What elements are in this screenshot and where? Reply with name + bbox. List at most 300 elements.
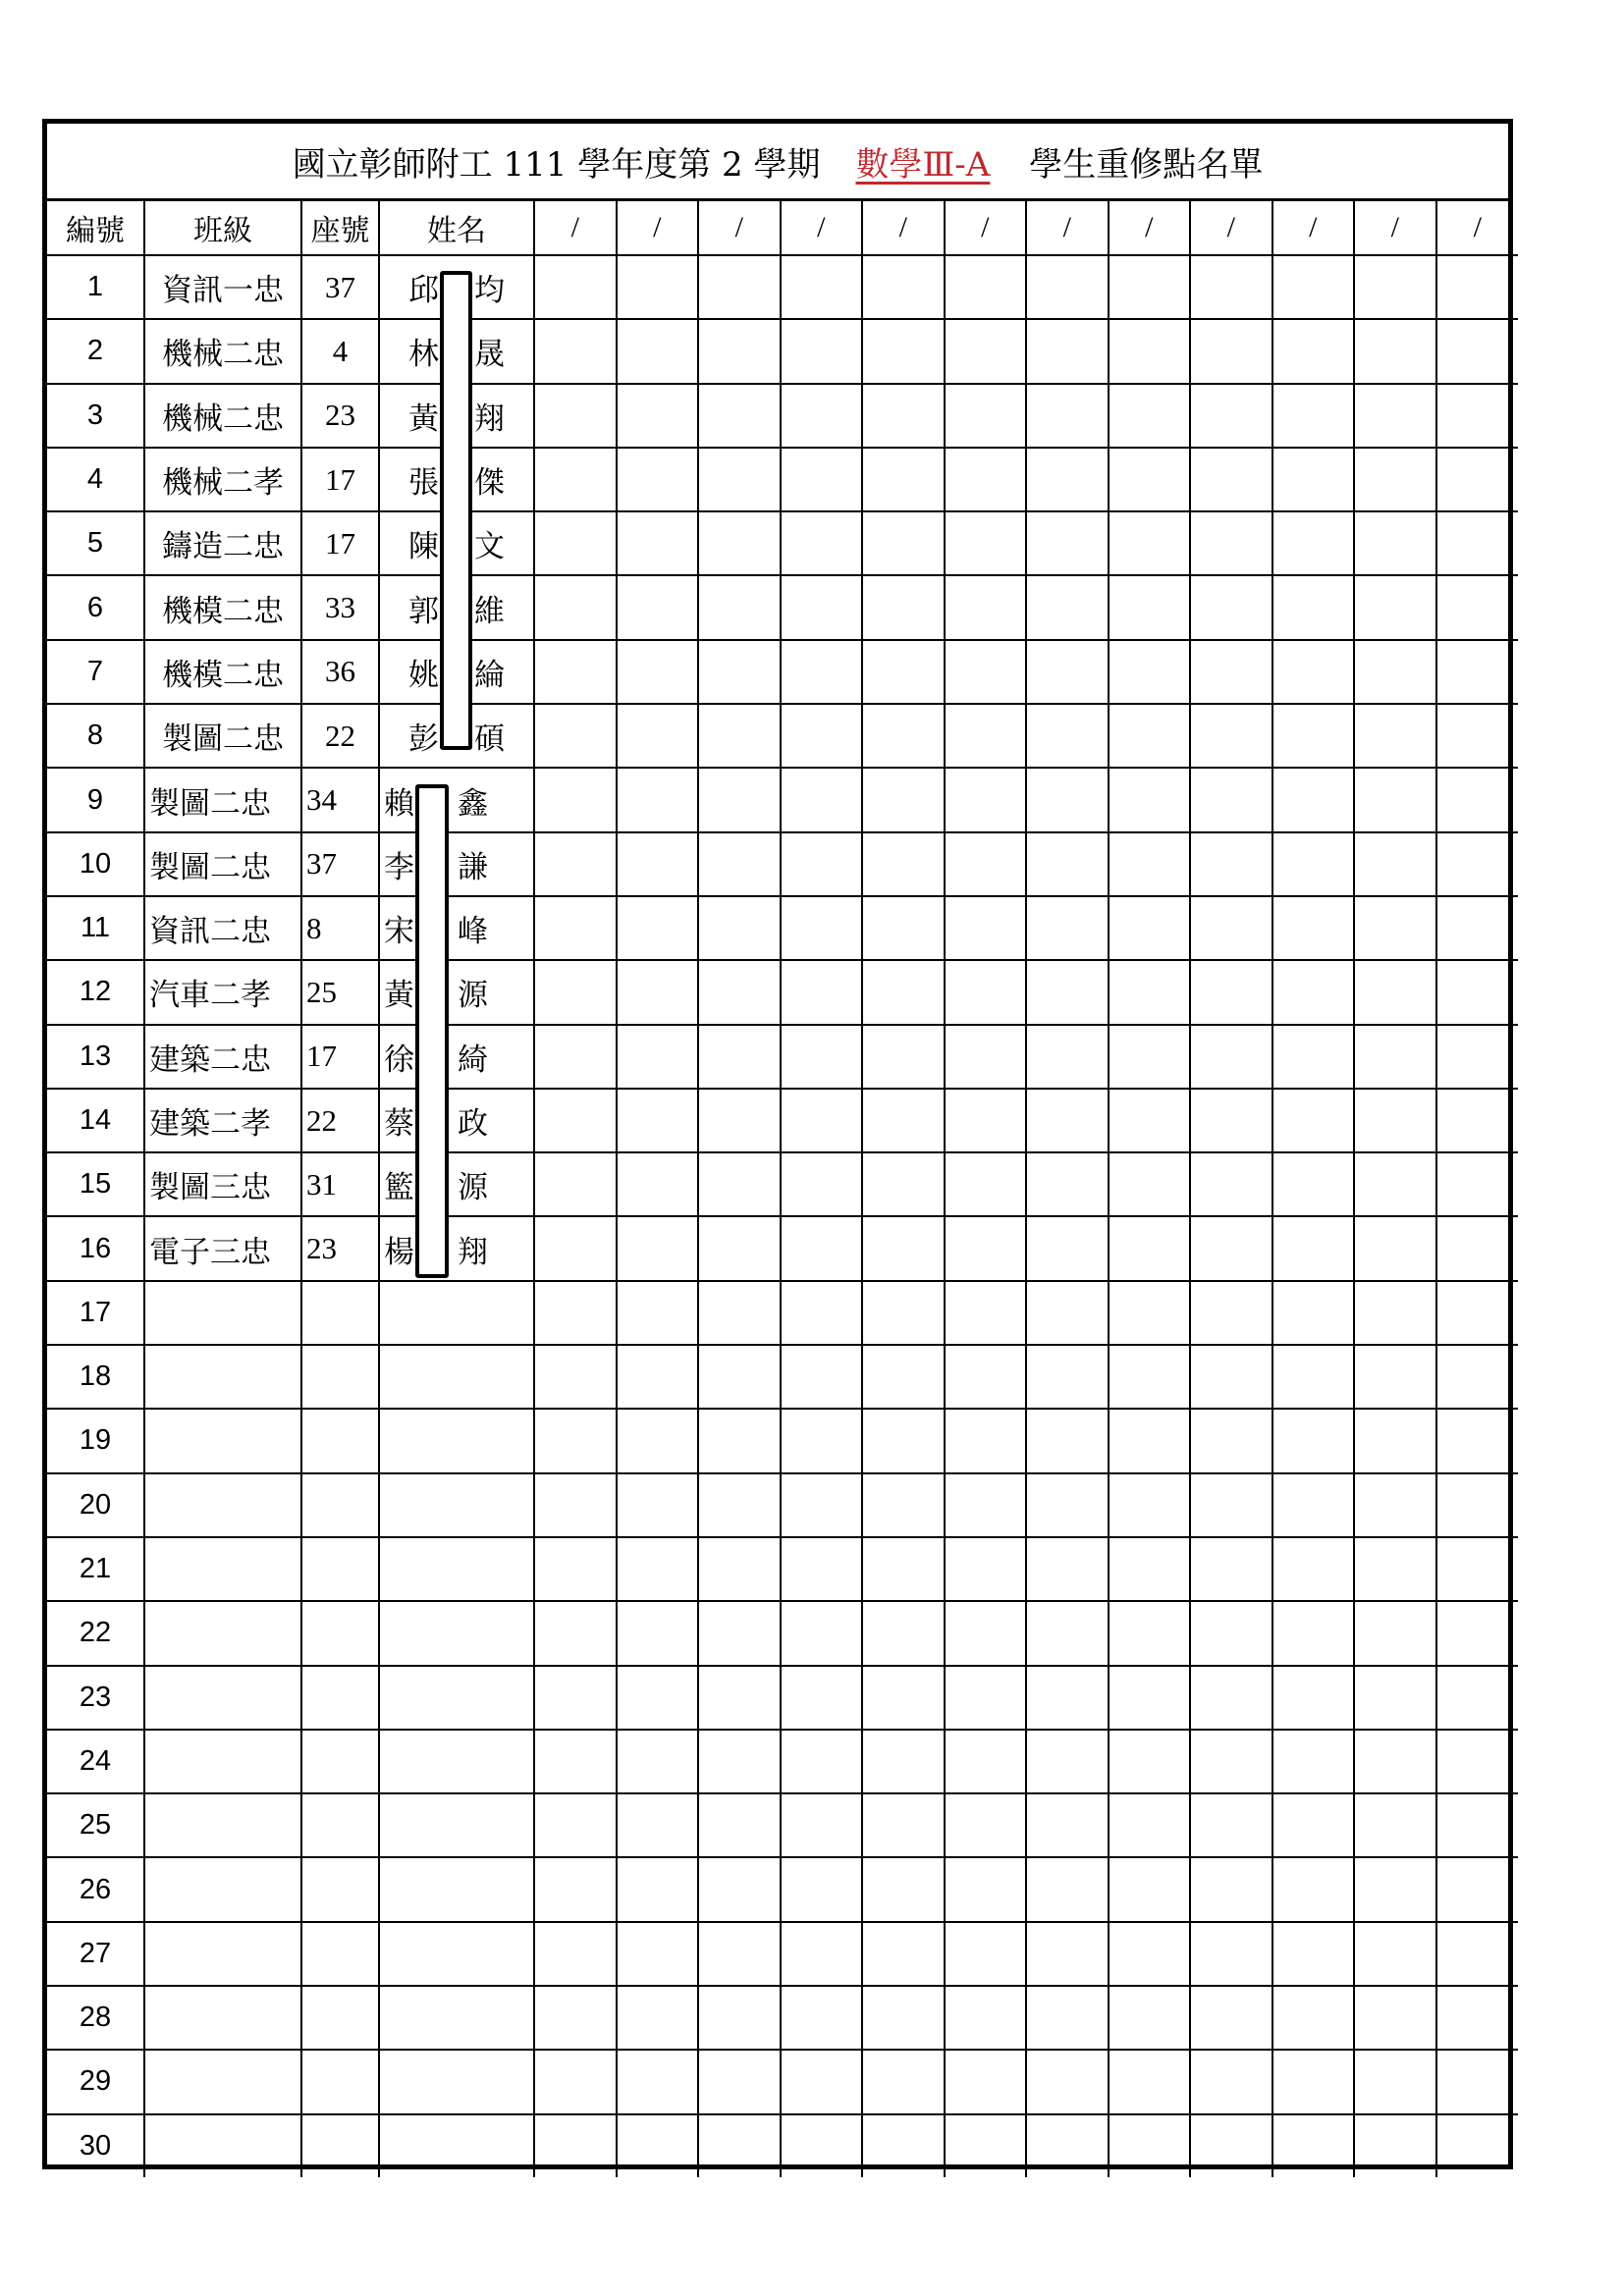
row-name — [379, 1730, 534, 1793]
attendance-cell — [698, 768, 781, 831]
attendance-cell — [1436, 1216, 1519, 1280]
row-seat: 4 — [301, 319, 379, 383]
attendance-cell — [617, 1152, 699, 1216]
attendance-cell — [1272, 1793, 1355, 1857]
header-date-slot: / — [1026, 201, 1109, 255]
attendance-cell — [1190, 1601, 1272, 1665]
attendance-cell — [1026, 448, 1109, 511]
attendance-cell — [1109, 384, 1191, 448]
row-seat: 23 — [301, 384, 379, 448]
attendance-cell — [1190, 768, 1272, 831]
row-number: 22 — [47, 1601, 144, 1665]
attendance-cell — [1436, 448, 1519, 511]
attendance-cell — [1109, 1409, 1191, 1472]
table-body — [47, 255, 1518, 2177]
attendance-cell — [1272, 1345, 1355, 1409]
table-row — [47, 1601, 1518, 1665]
attendance-cell — [617, 832, 699, 896]
attendance-cell — [1272, 384, 1355, 448]
attendance-cell — [1436, 1537, 1519, 1601]
attendance-cell — [862, 1025, 945, 1089]
attendance-cell — [1354, 1666, 1436, 1730]
row-number: 24 — [47, 1730, 144, 1793]
attendance-cell — [617, 2114, 699, 2177]
name-surname: 彭 — [408, 721, 439, 757]
attendance-cell — [1272, 704, 1355, 768]
attendance-cell — [617, 1281, 699, 1345]
attendance-cell — [945, 704, 1027, 768]
row-seat — [301, 1537, 379, 1601]
attendance-cell — [1354, 1152, 1436, 1216]
attendance-cell — [1272, 511, 1355, 575]
attendance-cell — [1026, 1473, 1109, 1537]
attendance-cell — [781, 1666, 863, 1730]
attendance-cell — [781, 1025, 863, 1089]
table-row — [47, 255, 1518, 319]
row-seat: 17 — [301, 1025, 379, 1089]
row-class — [144, 2050, 301, 2113]
row-class — [144, 1409, 301, 1472]
row-name — [379, 1793, 534, 1857]
attendance-cell — [1109, 1025, 1191, 1089]
row-seat — [301, 1857, 379, 1921]
attendance-cell — [945, 511, 1027, 575]
attendance-cell — [1272, 1281, 1355, 1345]
attendance-cell — [945, 1922, 1027, 1986]
attendance-cell — [534, 1986, 617, 2050]
attendance-cell — [1272, 896, 1355, 960]
row-number: 10 — [47, 832, 144, 896]
row-number: 4 — [47, 448, 144, 511]
attendance-cell — [945, 448, 1027, 511]
attendance-cell — [1436, 1986, 1519, 2050]
attendance-cell — [617, 1409, 699, 1472]
attendance-cell — [534, 1537, 617, 1601]
row-class: 機模二忠 — [144, 640, 301, 704]
attendance-cell — [945, 2050, 1027, 2113]
name-surname: 楊 — [384, 1234, 414, 1269]
attendance-cell — [1272, 1409, 1355, 1472]
attendance-cell — [1026, 896, 1109, 960]
table-row — [47, 319, 1518, 383]
row-class: 製圖三忠 — [144, 1152, 301, 1216]
attendance-cell — [1436, 960, 1519, 1024]
row-name — [379, 1857, 534, 1921]
attendance-cell — [1272, 1922, 1355, 1986]
attendance-cell — [534, 1793, 617, 1857]
row-seat — [301, 2050, 379, 2113]
attendance-cell — [617, 1537, 699, 1601]
attendance-cell — [1190, 511, 1272, 575]
row-seat: 17 — [301, 448, 379, 511]
attendance-cell — [1109, 1473, 1191, 1537]
attendance-cell — [945, 640, 1027, 704]
attendance-cell — [862, 1537, 945, 1601]
attendance-cell — [1354, 1089, 1436, 1152]
attendance-cell — [862, 704, 945, 768]
row-name — [379, 1922, 534, 1986]
attendance-cell — [1354, 575, 1436, 639]
attendance-cell — [781, 960, 863, 1024]
attendance-cell — [698, 1986, 781, 2050]
name-surname: 姚 — [408, 657, 439, 692]
attendance-cell — [1436, 1152, 1519, 1216]
attendance-cell — [862, 1793, 945, 1857]
row-class: 資訊一忠 — [144, 255, 301, 319]
header-date-slot: / — [534, 201, 617, 255]
attendance-cell — [617, 768, 699, 831]
attendance-cell — [1354, 1793, 1436, 1857]
row-number: 5 — [47, 511, 144, 575]
row-class: 機械二孝 — [144, 448, 301, 511]
row-class — [144, 2114, 301, 2177]
attendance-cell — [1190, 448, 1272, 511]
attendance-cell — [1436, 1793, 1519, 1857]
table-row — [47, 1025, 1518, 1089]
row-name — [379, 2050, 534, 2113]
attendance-cell — [1026, 2050, 1109, 2113]
attendance-cell — [1436, 511, 1519, 575]
attendance-cell — [945, 960, 1027, 1024]
table-row — [47, 704, 1518, 768]
attendance-cell — [945, 1025, 1027, 1089]
table-row — [47, 1666, 1518, 1730]
attendance-cell — [534, 960, 617, 1024]
attendance-cell — [862, 1857, 945, 1921]
table-row — [47, 1473, 1518, 1537]
row-seat: 37 — [301, 832, 379, 896]
attendance-cell — [862, 768, 945, 831]
attendance-cell — [534, 1601, 617, 1665]
name-given: 綸 — [474, 657, 505, 692]
attendance-cell — [1272, 255, 1355, 319]
attendance-cell — [781, 640, 863, 704]
attendance-cell — [1272, 1216, 1355, 1280]
attendance-cell — [1190, 704, 1272, 768]
name-surname: 黃 — [408, 400, 439, 436]
attendance-cell — [617, 255, 699, 319]
attendance-cell — [1026, 640, 1109, 704]
attendance-cell — [781, 1216, 863, 1280]
attendance-cell — [1436, 896, 1519, 960]
row-seat — [301, 1473, 379, 1537]
name-given: 鑫 — [458, 785, 488, 821]
attendance-cell — [1354, 1345, 1436, 1409]
attendance-cell — [781, 575, 863, 639]
attendance-cell — [1190, 1666, 1272, 1730]
row-class: 汽車二孝 — [144, 960, 301, 1024]
attendance-cell — [534, 319, 617, 383]
attendance-cell — [1190, 1857, 1272, 1921]
row-name — [379, 832, 534, 896]
header-row — [47, 201, 1518, 255]
attendance-cell — [1354, 2114, 1436, 2177]
attendance-cell — [1354, 832, 1436, 896]
attendance-cell — [617, 704, 699, 768]
attendance-cell — [698, 319, 781, 383]
name-given: 文 — [474, 529, 505, 564]
attendance-cell — [1190, 2114, 1272, 2177]
attendance-cell — [1272, 1025, 1355, 1089]
attendance-cell — [1190, 1922, 1272, 1986]
row-class — [144, 1666, 301, 1730]
attendance-cell — [781, 1730, 863, 1793]
header-date-slot: / — [1109, 201, 1191, 255]
attendance-cell — [1026, 1152, 1109, 1216]
attendance-cell — [698, 1089, 781, 1152]
attendance-cell — [698, 1730, 781, 1793]
attendance-cell — [1026, 1537, 1109, 1601]
attendance-cell — [1109, 640, 1191, 704]
attendance-cell — [1436, 384, 1519, 448]
attendance-cell — [698, 1922, 781, 1986]
row-seat: 34 — [301, 768, 379, 831]
attendance-cell — [617, 1216, 699, 1280]
attendance-cell — [617, 384, 699, 448]
row-number: 17 — [47, 1281, 144, 1345]
row-number: 18 — [47, 1345, 144, 1409]
attendance-cell — [945, 832, 1027, 896]
attendance-cell — [862, 319, 945, 383]
attendance-cell — [781, 255, 863, 319]
attendance-cell — [1109, 1281, 1191, 1345]
row-name — [379, 2114, 534, 2177]
attendance-cell — [617, 1793, 699, 1857]
row-number: 15 — [47, 1152, 144, 1216]
attendance-table — [47, 201, 1518, 2177]
attendance-cell — [617, 896, 699, 960]
row-seat: 31 — [301, 1152, 379, 1216]
row-name — [379, 896, 534, 960]
attendance-cell — [1436, 319, 1519, 383]
attendance-cell — [1190, 384, 1272, 448]
table-row — [47, 511, 1518, 575]
attendance-cell — [534, 1216, 617, 1280]
row-name — [379, 1345, 534, 1409]
row-class — [144, 1730, 301, 1793]
row-seat — [301, 1409, 379, 1472]
attendance-cell — [1436, 1666, 1519, 1730]
table-row — [47, 1216, 1518, 1280]
attendance-cell — [1354, 1473, 1436, 1537]
attendance-cell — [534, 1409, 617, 1472]
attendance-cell — [781, 1089, 863, 1152]
attendance-cell — [1436, 768, 1519, 831]
attendance-cell — [862, 960, 945, 1024]
row-class — [144, 1473, 301, 1537]
attendance-cell — [1354, 896, 1436, 960]
attendance-cell — [617, 960, 699, 1024]
attendance-cell — [1272, 575, 1355, 639]
attendance-cell — [945, 1793, 1027, 1857]
row-number: 23 — [47, 1666, 144, 1730]
attendance-cell — [1026, 832, 1109, 896]
row-class — [144, 1281, 301, 1345]
row-name — [379, 1601, 534, 1665]
attendance-cell — [698, 2050, 781, 2113]
attendance-cell — [1026, 1281, 1109, 1345]
row-seat: 33 — [301, 575, 379, 639]
attendance-cell — [1354, 640, 1436, 704]
attendance-cell — [1436, 1730, 1519, 1793]
attendance-cell — [1026, 1857, 1109, 1921]
attendance-cell — [1109, 1601, 1191, 1665]
attendance-cell — [1272, 1857, 1355, 1921]
attendance-cell — [862, 1473, 945, 1537]
attendance-cell — [698, 575, 781, 639]
attendance-cell — [1354, 1281, 1436, 1345]
attendance-cell — [1190, 832, 1272, 896]
table-row — [47, 960, 1518, 1024]
header-date-slot: / — [617, 201, 699, 255]
attendance-cell — [698, 640, 781, 704]
attendance-cell — [1190, 1281, 1272, 1345]
attendance-cell — [1190, 640, 1272, 704]
attendance-cell — [1109, 1986, 1191, 2050]
attendance-cell — [1272, 448, 1355, 511]
attendance-cell — [1109, 2050, 1191, 2113]
name-given: 源 — [458, 1170, 488, 1205]
table-row — [47, 448, 1518, 511]
attendance-cell — [781, 1152, 863, 1216]
attendance-cell — [1026, 1986, 1109, 2050]
attendance-cell — [1109, 575, 1191, 639]
attendance-cell — [617, 1345, 699, 1409]
attendance-cell — [862, 384, 945, 448]
attendance-cell — [1354, 1216, 1436, 1280]
row-number: 20 — [47, 1473, 144, 1537]
row-class — [144, 1922, 301, 1986]
name-given: 政 — [458, 1106, 488, 1141]
table-row — [47, 896, 1518, 960]
row-number: 1 — [47, 255, 144, 319]
row-name — [379, 1473, 534, 1537]
attendance-cell — [862, 1666, 945, 1730]
row-number: 25 — [47, 1793, 144, 1857]
table-row — [47, 1345, 1518, 1409]
attendance-cell — [1354, 2050, 1436, 2113]
attendance-cell — [698, 511, 781, 575]
table-row — [47, 1986, 1518, 2050]
row-name — [379, 768, 534, 831]
attendance-cell — [1272, 1666, 1355, 1730]
attendance-cell — [698, 1857, 781, 1921]
row-seat — [301, 2114, 379, 2177]
attendance-cell — [617, 2050, 699, 2113]
row-seat: 25 — [301, 960, 379, 1024]
attendance-cell — [1354, 1986, 1436, 2050]
attendance-cell — [698, 704, 781, 768]
attendance-cell — [1026, 704, 1109, 768]
attendance-cell — [1109, 768, 1191, 831]
attendance-cell — [617, 575, 699, 639]
row-class: 建築二孝 — [144, 1089, 301, 1152]
attendance-cell — [1026, 768, 1109, 831]
attendance-cell — [945, 1409, 1027, 1472]
table-row — [47, 1409, 1518, 1472]
attendance-cell — [1436, 1473, 1519, 1537]
row-class: 製圖二忠 — [144, 832, 301, 896]
attendance-cell — [781, 1281, 863, 1345]
attendance-cell — [1109, 255, 1191, 319]
attendance-cell — [698, 1216, 781, 1280]
row-class: 製圖二忠 — [144, 768, 301, 831]
attendance-cell — [1272, 1473, 1355, 1537]
attendance-cell — [1109, 2114, 1191, 2177]
attendance-cell — [534, 1281, 617, 1345]
attendance-cell — [1436, 2050, 1519, 2113]
attendance-cell — [781, 1793, 863, 1857]
table-row — [47, 1537, 1518, 1601]
attendance-cell — [534, 768, 617, 831]
attendance-cell — [1190, 896, 1272, 960]
attendance-cell — [1272, 768, 1355, 831]
sheet-title — [47, 124, 1508, 201]
row-number: 13 — [47, 1025, 144, 1089]
attendance-cell — [862, 448, 945, 511]
header-date-slot: / — [945, 201, 1027, 255]
attendance-cell — [862, 896, 945, 960]
row-number: 14 — [47, 1089, 144, 1152]
attendance-cell — [781, 1345, 863, 1409]
attendance-cell — [1190, 575, 1272, 639]
attendance-cell — [1109, 1730, 1191, 1793]
attendance-cell — [1436, 1345, 1519, 1409]
attendance-cell — [534, 1025, 617, 1089]
attendance-cell — [1109, 1089, 1191, 1152]
attendance-cell — [698, 1537, 781, 1601]
attendance-cell — [1272, 640, 1355, 704]
attendance-cell — [1026, 1793, 1109, 1857]
table-row — [47, 768, 1518, 831]
row-class: 機械二忠 — [144, 319, 301, 383]
attendance-cell — [781, 2114, 863, 2177]
attendance-cell — [698, 960, 781, 1024]
attendance-cell — [698, 1025, 781, 1089]
attendance-cell — [945, 1216, 1027, 1280]
attendance-cell — [534, 640, 617, 704]
attendance-cell — [1354, 511, 1436, 575]
attendance-cell — [698, 2114, 781, 2177]
attendance-cell — [617, 448, 699, 511]
attendance-cell — [617, 1601, 699, 1665]
attendance-cell — [1272, 1601, 1355, 1665]
name-surname: 宋 — [384, 914, 414, 949]
attendance-cell — [862, 2114, 945, 2177]
attendance-cell — [1190, 1473, 1272, 1537]
attendance-cell — [781, 1922, 863, 1986]
attendance-cell — [1026, 1601, 1109, 1665]
attendance-cell — [1354, 960, 1436, 1024]
attendance-cell — [1354, 319, 1436, 383]
name-given: 均 — [474, 273, 505, 308]
attendance-cell — [1354, 1025, 1436, 1089]
row-class — [144, 1986, 301, 2050]
attendance-cell — [1436, 575, 1519, 639]
table-row — [47, 1922, 1518, 1986]
attendance-cell — [862, 2050, 945, 2113]
row-seat — [301, 1730, 379, 1793]
attendance-cell — [781, 1986, 863, 2050]
table-row — [47, 1152, 1518, 1216]
row-class — [144, 1601, 301, 1665]
name-given: 碩 — [474, 721, 505, 757]
attendance-cell — [534, 2114, 617, 2177]
title-suffix: 學生重修點名單 — [1029, 144, 1264, 185]
name-given: 謙 — [458, 849, 488, 884]
name-surname: 邱 — [408, 273, 439, 308]
name-given: 傑 — [474, 465, 505, 501]
